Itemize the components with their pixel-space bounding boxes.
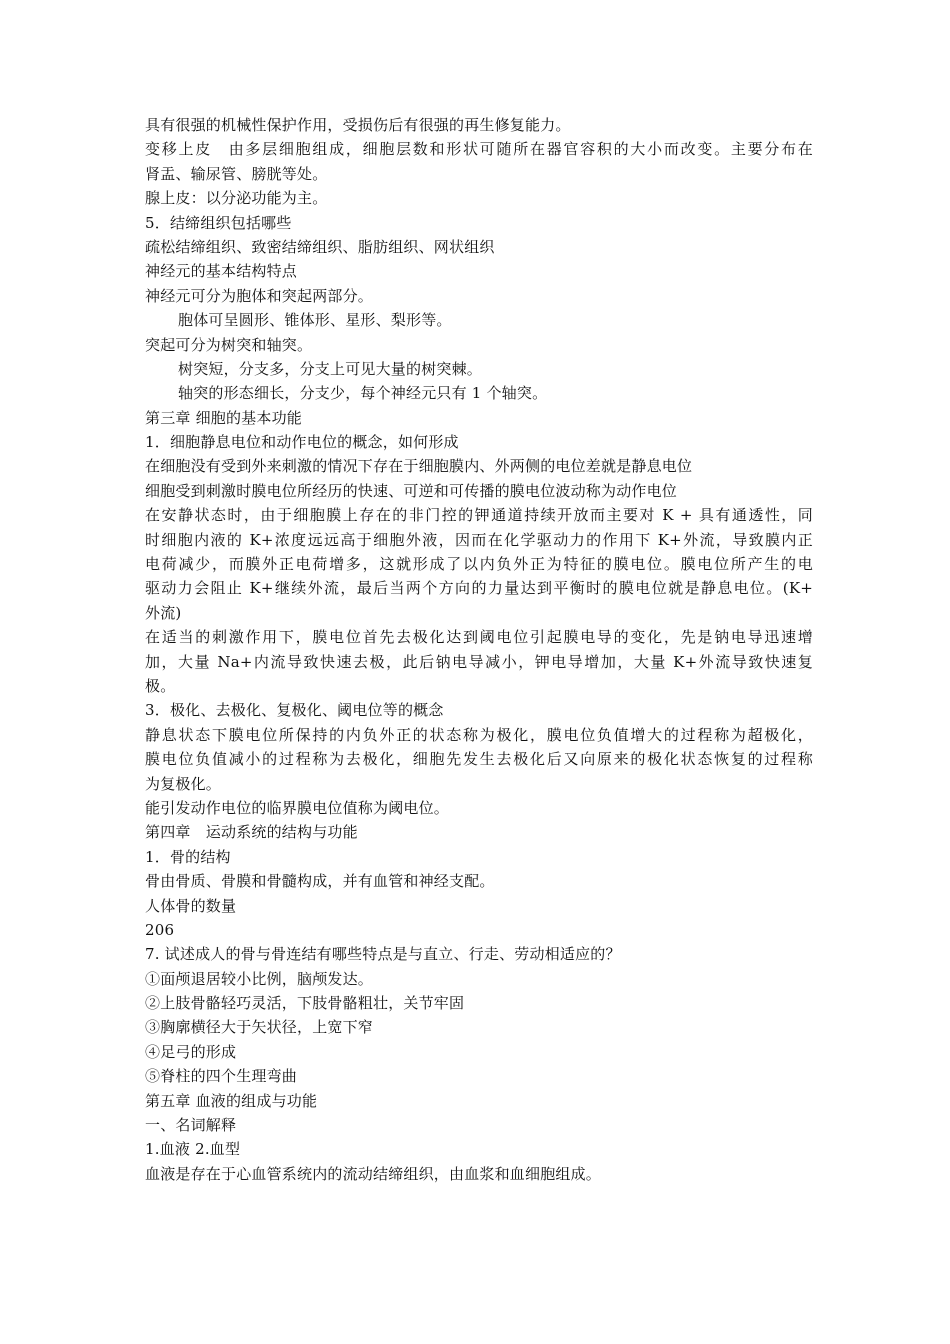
text-line: 膜电位负值减小的过程称为去极化，细胞先发生去极化后又向原来的极化状态恢复的过程称	[145, 750, 813, 769]
question-heading: 5．结缔组织包括哪些	[145, 213, 292, 232]
text-line: 肾盂、输尿管、膀胱等处。	[145, 164, 328, 183]
section-heading: 一、名词解释	[145, 1116, 237, 1135]
text-line: 血液是存在于心血管系统内的流动结缔组织，由血浆和血细胞组成。	[145, 1164, 602, 1183]
text-line: 电荷减少，而膜外正电荷增多，这就形成了以内负外正为特征的膜电位。膜电位所产生的电	[145, 555, 813, 574]
question-heading: 人体骨的数量	[145, 896, 237, 915]
text-line: 细胞受到刺激时膜电位所经历的快速、可逆和可传播的膜电位波动称为动作电位	[145, 481, 678, 500]
text-line: 时细胞内液的 K+浓度远远高于细胞外液，因而在化学驱动力的作用下 K+外流，导致膜内正	[145, 530, 813, 549]
question-heading: 1．细胞静息电位和动作电位的概念，如何形成	[145, 433, 459, 452]
question-heading: 3．极化、去极化、复极化、阈电位等的概念	[145, 701, 444, 720]
question-heading: 7. 试述成人的骨与骨连结有哪些特点是与直立、行走、劳动相适应的？	[145, 945, 621, 964]
text-line: 变移上皮 由多层细胞组成，细胞层数和形状可随所在器官容积的大小而改变。主要分布在	[145, 140, 813, 159]
text-line: 驱动力会阻止 K+继续外流，最后当两个方向的力量达到平衡时的膜电位就是静息电位。(K+	[145, 579, 813, 598]
question-heading: 神经元的基本结构特点	[145, 262, 298, 281]
text-line: 加，大量 Na+内流导致快速去极，此后钠电导减小，钾电导增加，大量 K+外流导致快速复	[145, 652, 813, 671]
list-item: ④足弓的形成	[145, 1042, 237, 1061]
text-line: 外流)	[145, 603, 182, 622]
text-line: 极。	[145, 676, 176, 695]
text-line: 在安静状态时，由于细胞膜上存在的非门控的钾通道持续开放而主要对 K + 具有通透性，同	[145, 506, 813, 525]
text-line: 206	[145, 920, 175, 939]
list-item: ③胸廓横径大于矢状径，上宽下窄	[145, 1018, 374, 1037]
chapter-heading: 第三章 细胞的基本功能	[145, 408, 302, 427]
text-line: 突起可分为树突和轴突。	[145, 335, 313, 354]
text-line: 腺上皮：以分泌功能为主。	[145, 189, 328, 208]
text-line: 胞体可呈圆形、锥体形、星形、梨形等。	[178, 311, 452, 330]
question-heading: 1.血液 2.血型	[145, 1140, 241, 1159]
question-heading: 1．骨的结构	[145, 847, 231, 866]
list-item: ②上肢骨骼轻巧灵活，下肢骨骼粗壮，关节牢固	[145, 994, 465, 1013]
text-line: 树突短，分支多，分支上可见大量的树突棘。	[178, 359, 483, 378]
text-line: 为复极化。	[145, 774, 222, 793]
text-line: 静息状态下膜电位所保持的内负外正的状态称为极化，膜电位负值增大的过程称为超极化，	[145, 725, 813, 744]
list-item: ⑤脊柱的四个生理弯曲	[145, 1067, 298, 1086]
text-line: 疏松结缔组织、致密结缔组织、脂肪组织、网状组织	[145, 237, 495, 256]
text-line: 骨由骨质、骨膜和骨髓构成，并有血管和神经支配。	[145, 872, 495, 891]
list-item: ①面颅退居较小比例，脑颅发达。	[145, 969, 374, 988]
text-line: 具有很强的机械性保护作用，受损伤后有很强的再生修复能力。	[145, 116, 571, 134]
text-line: 能引发动作电位的临界膜电位值称为阈电位。	[145, 798, 450, 817]
text-line: 在细胞没有受到外来刺激的情况下存在于细胞膜内、外两侧的电位差就是静息电位	[145, 457, 693, 476]
chapter-heading: 第四章 运动系统的结构与功能	[145, 823, 358, 842]
text-line: 在适当的刺激作用下，膜电位首先去极化达到阈电位引起膜电导的变化，先是钠电导迅速增	[145, 628, 813, 647]
text-line: 轴突的形态细长，分支少，每个神经元只有 1 个轴突。	[178, 384, 548, 403]
chapter-heading: 第五章 血液的组成与功能	[145, 1091, 318, 1110]
document-body	[145, 113, 813, 1186]
text-line: 神经元可分为胞体和突起两部分。	[145, 286, 374, 305]
